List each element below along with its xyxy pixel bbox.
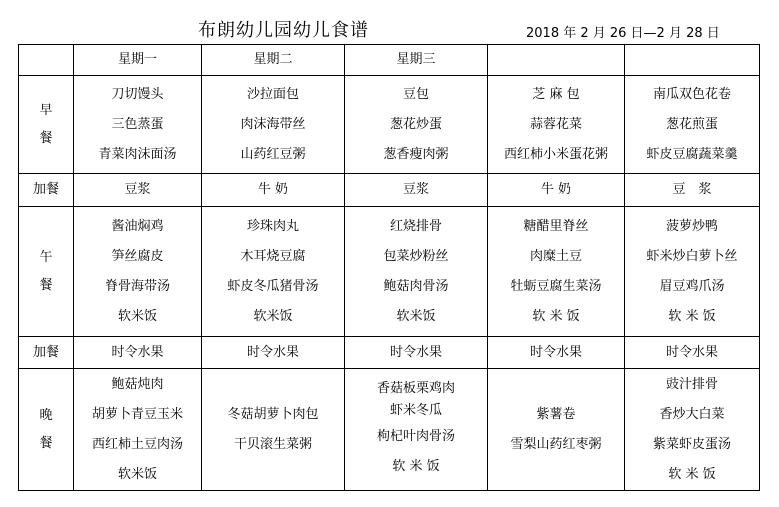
dish: 糖醋里脊丝 (523, 218, 589, 234)
dish: 西红柿小米蛋花粥 (503, 146, 608, 162)
corner-cell (19, 45, 74, 76)
dinner-label (19, 369, 74, 491)
date-range: 2018 年 2 月 26 日—2 月 28 日 (526, 26, 720, 41)
meal-label-char: 午 (39, 249, 53, 265)
dish: 软米饭 (396, 308, 436, 324)
dish: 鲍菇炖肉 (111, 376, 164, 392)
lunch-cell (345, 207, 488, 337)
lunch-cell (74, 207, 202, 337)
dish: 软 米 饭 (668, 466, 716, 482)
breakfast-cell (488, 76, 625, 174)
dish: 芝 麻 包 (532, 86, 580, 102)
afternoon-snack-label: 加餐 (19, 337, 74, 369)
meal-label-char: 餐 (39, 277, 53, 293)
dish: 葱花煎蛋 (665, 116, 718, 132)
dish: 软米饭 (253, 308, 293, 324)
breakfast-label (19, 76, 74, 174)
header-row (19, 45, 760, 76)
breakfast-cell (202, 76, 345, 174)
dish: 软米饭 (117, 308, 157, 324)
dish: 虾米炒白萝卜丝 (646, 248, 738, 264)
dish: 肉沫海带丝 (240, 116, 306, 132)
meal-label-char: 餐 (39, 435, 53, 451)
dish: 沙拉面包 (246, 86, 299, 102)
dish: 三色蒸蛋 (111, 116, 164, 132)
dish: 紫薯卷 (536, 406, 576, 422)
dish: 紫菜虾皮蛋汤 (652, 436, 731, 452)
lunch-cell (625, 207, 760, 337)
dish: 菠萝炒鸭 (665, 218, 718, 234)
meal-label-char: 餐 (39, 130, 53, 146)
dish: 肉糜土豆 (529, 248, 582, 264)
dish: 软米饭 (117, 466, 157, 482)
dish: 南瓜双色花卷 (652, 86, 731, 102)
dish: 青菜肉沫面汤 (98, 146, 177, 162)
dish: 包菜炒粉丝 (383, 248, 449, 264)
dish: 冬菇胡萝卜肉包 (227, 406, 319, 422)
dinner-cell (345, 369, 488, 491)
dish: 软 米 饭 (392, 458, 440, 474)
meal-label-char: 晚 (39, 407, 53, 423)
day-header (625, 45, 760, 76)
snack-cell: 牛 奶 (488, 174, 625, 207)
dish: 软 米 饭 (668, 308, 716, 324)
dish: 珍珠肉丸 (246, 218, 299, 234)
dish: 香菇板栗鸡肉 (376, 380, 455, 396)
day-header: 星期一 (74, 45, 202, 76)
dish: 山药红豆粥 (240, 146, 306, 162)
dish: 葱香瘦肉粥 (383, 146, 449, 162)
breakfast-cell (74, 76, 202, 174)
dish: 西红柿土豆肉汤 (91, 436, 183, 452)
breakfast-cell (625, 76, 760, 174)
dinner-cell (625, 369, 760, 491)
dish: 胡萝卜青豆玉米 (91, 406, 183, 422)
dish: 软 米 饭 (532, 308, 580, 324)
lunch-cell (488, 207, 625, 337)
dish: 虾皮冬瓜猪骨汤 (227, 278, 319, 294)
dinner-cell (202, 369, 345, 491)
afternoon-snack-row (19, 337, 760, 369)
snack-cell: 豆 浆 (625, 174, 760, 207)
dish: 酱油焖鸡 (111, 218, 164, 234)
snack-cell: 时令水果 (488, 337, 625, 369)
dish: 枸杞叶肉骨汤 (376, 428, 455, 444)
dish: 脊骨海带汤 (104, 278, 170, 294)
breakfast-row (19, 76, 760, 174)
dish: 红烧排骨 (389, 218, 442, 234)
lunch-label (19, 207, 74, 337)
dish: 葱花炒蛋 (389, 116, 442, 132)
dinner-row (19, 369, 760, 491)
dish: 牡蛎豆腐生菜汤 (510, 278, 602, 294)
snack-cell: 时令水果 (625, 337, 760, 369)
dinner-cell (488, 369, 625, 491)
dish: 鲍菇肉骨汤 (383, 278, 449, 294)
menu-table (18, 44, 760, 491)
snack-cell: 时令水果 (345, 337, 488, 369)
dish: 虾皮豆腐蔬菜羹 (646, 146, 738, 162)
dish: 豆包 (402, 86, 429, 102)
snack-cell: 时令水果 (202, 337, 345, 369)
dish: 笋丝腐皮 (111, 248, 164, 264)
dish: 木耳烧豆腐 (240, 248, 306, 264)
breakfast-cell (345, 76, 488, 174)
day-header (488, 45, 625, 76)
dish: 刀切馒头 (111, 86, 164, 102)
dish: 蒜蓉花菜 (529, 116, 582, 132)
day-header: 星期三 (345, 45, 488, 76)
snack-cell: 牛 奶 (202, 174, 345, 207)
snack-cell: 时令水果 (74, 337, 202, 369)
page-title: 布朗幼儿园幼儿食谱 (198, 20, 369, 41)
dish: 香炒大白菜 (659, 406, 725, 422)
dish: 雪梨山药红枣粥 (510, 436, 602, 452)
dish: 干贝滚生菜粥 (233, 436, 312, 452)
meal-label-char: 早 (39, 102, 53, 118)
dinner-cell (74, 369, 202, 491)
morning-snack-row (19, 174, 760, 207)
snack-cell: 豆浆 (74, 174, 202, 207)
lunch-row (19, 207, 760, 337)
dish: 虾米冬瓜 (389, 402, 442, 418)
dish: 眉豆鸡爪汤 (659, 278, 725, 294)
dish: 豉汁排骨 (665, 376, 718, 392)
day-header: 星期二 (202, 45, 345, 76)
morning-snack-label: 加餐 (19, 174, 74, 207)
lunch-cell (202, 207, 345, 337)
snack-cell: 豆浆 (345, 174, 488, 207)
